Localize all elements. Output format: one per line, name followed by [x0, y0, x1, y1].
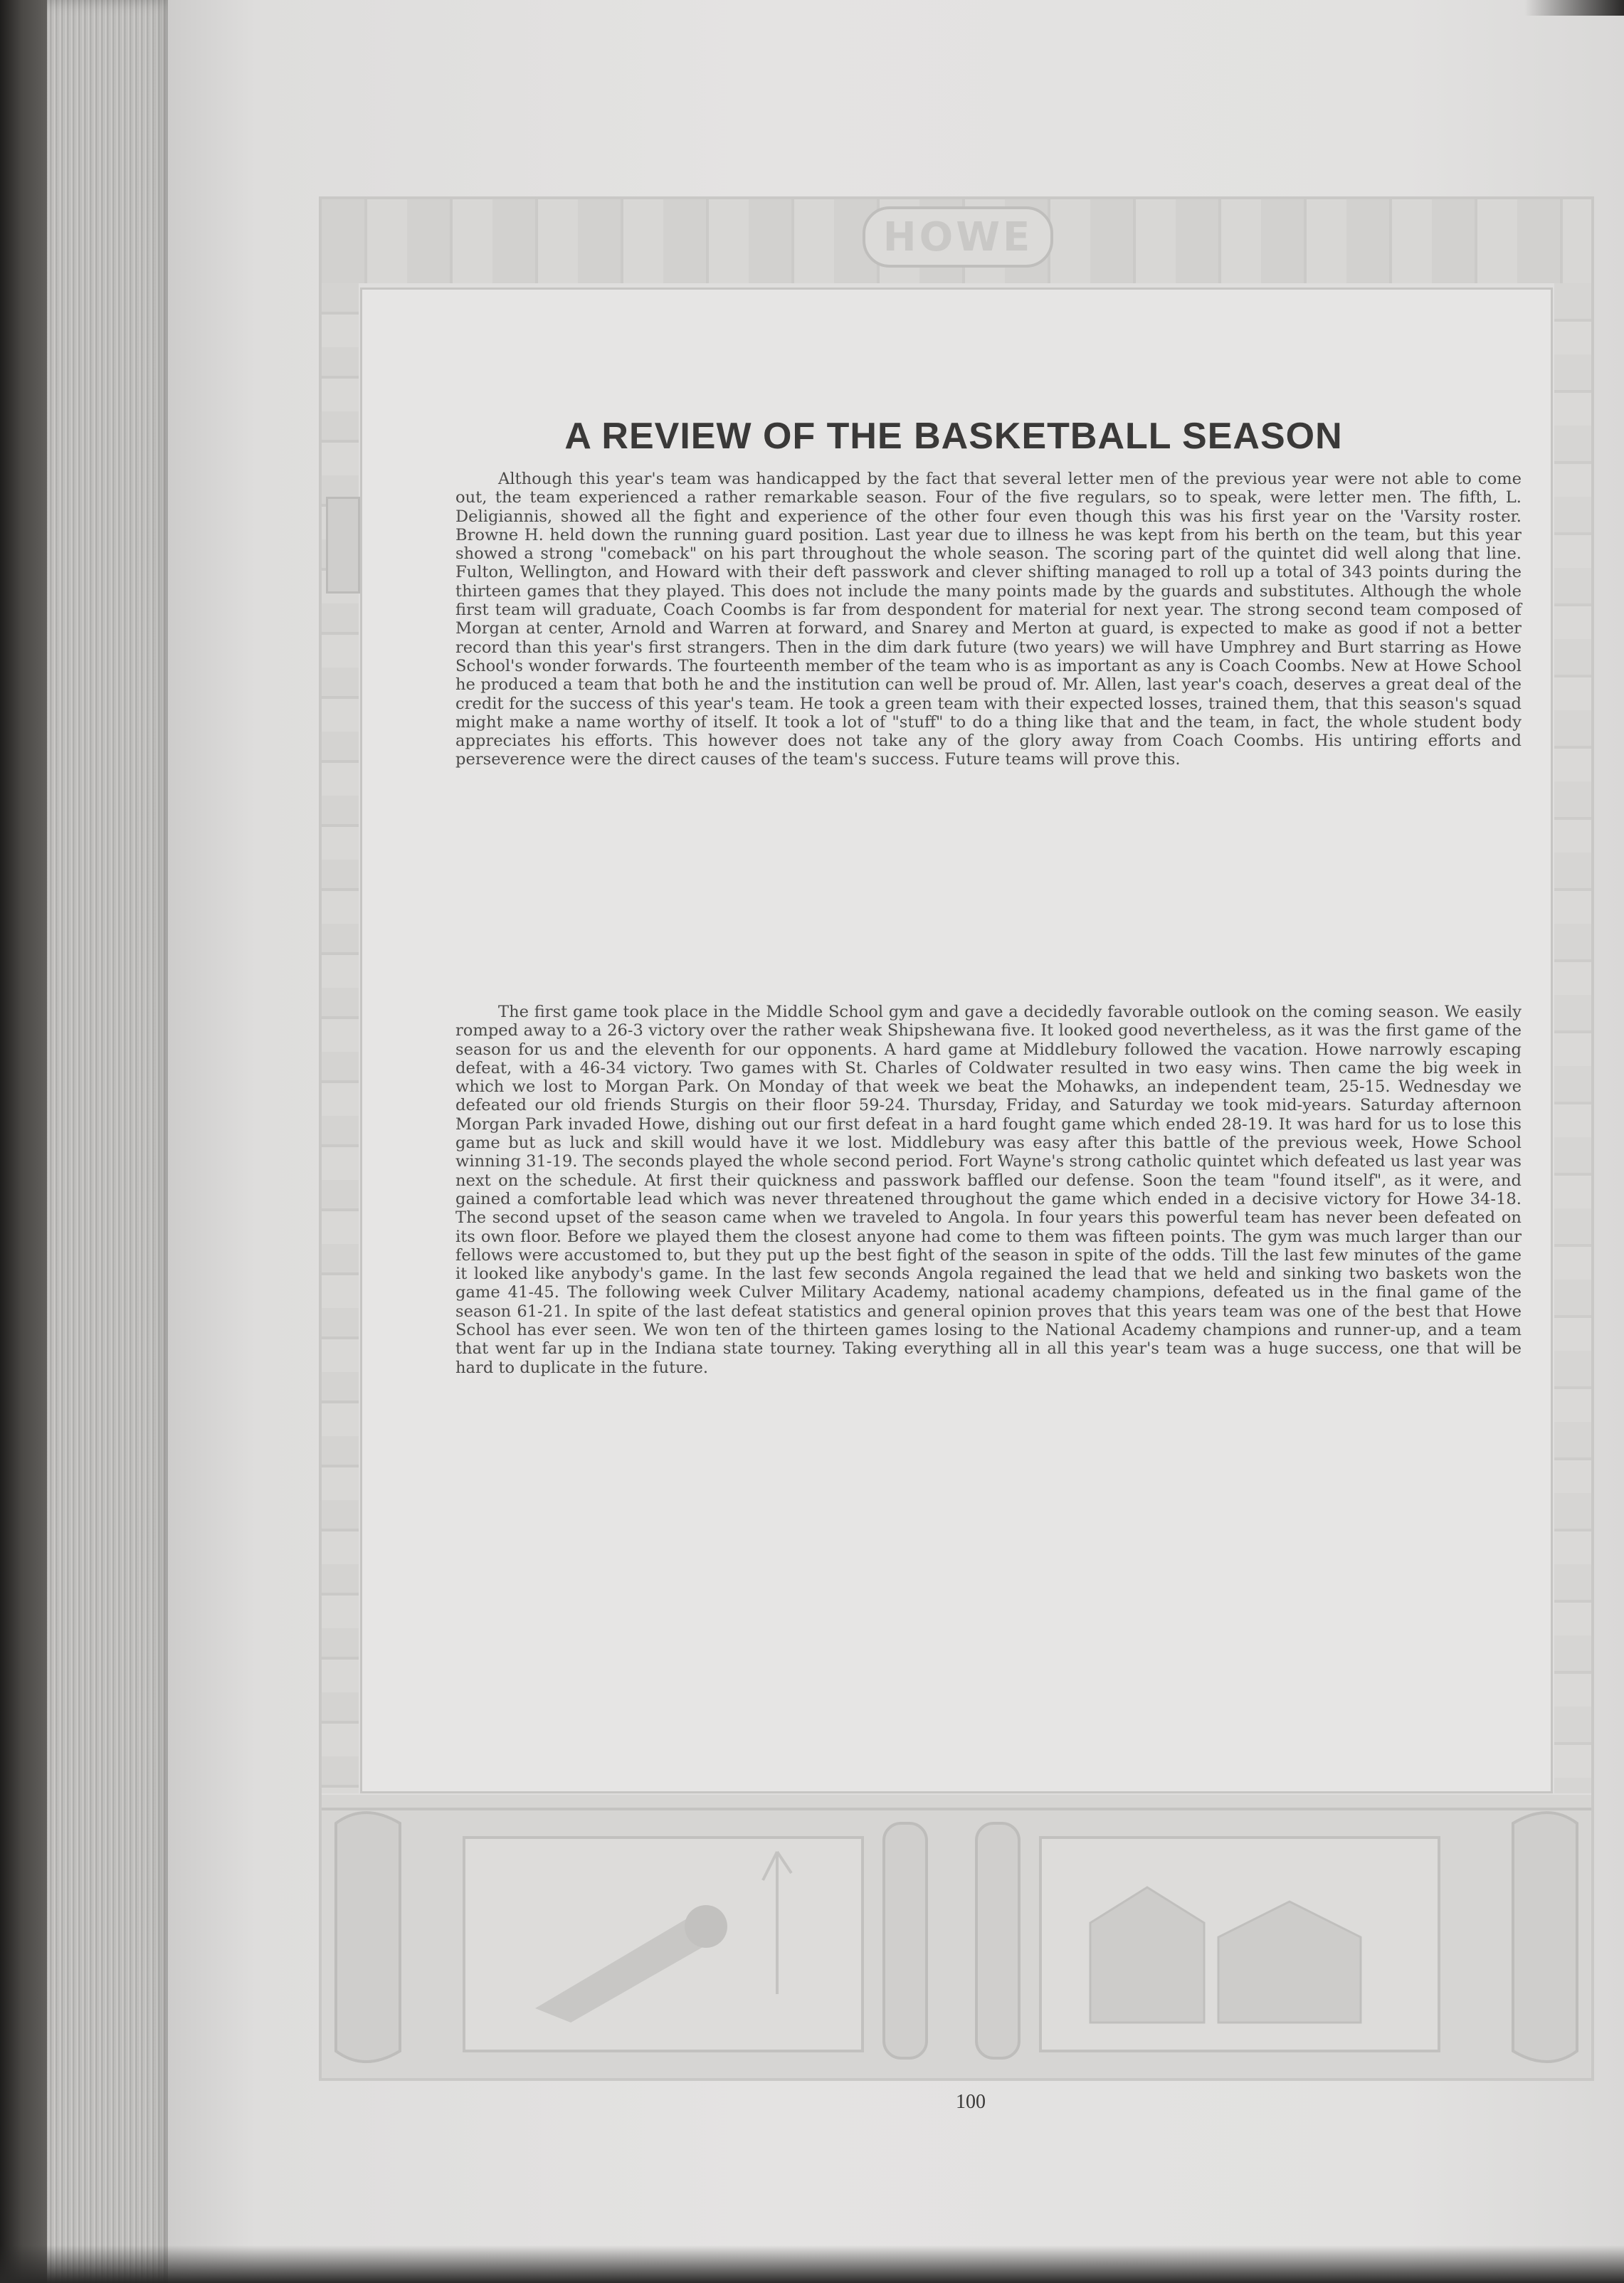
page-title: A REVIEW OF THE BASKETBALL SEASON: [564, 415, 1343, 457]
crest-shield-icon: [326, 497, 360, 594]
frame-bottom-ornament: [322, 1795, 1591, 2078]
body-paragraph-1: Although this year's team was handicapped by the fact that several letter men of the previous year were not able to come out, the team experienced a rather remarkable season. Four of the five regulars, so to speak, were letter men. The fifth, L. Deligiannis, showed all the fight and experience of the other four even though this was his first year on the 'Varsity roster. Browne H. held down the running guard position. Last year due to illness he was kept from his berth on the team, but this year showed a strong "comeback" on his part throughout the whole season. The scoring part of the quintet did well along that line. Fulton, Wellington, and Howard with their deft passwork and clever shifting managed to roll up a total of 343 points during the thirteen games that they played. This does not include the many points made by the guards and substitutes. Although the whole first team will graduate, Coach Coombs is far from despondent for material for next year. The strong second team composed of Morgan at center, Arnold and Warren at forward, and Snarey and Merton at guard, is expected to make as good if not a better record than this year's first strangers. Then in the dim dark future (two years) we will have Umphrey and Burt starring as Howe School's wonder forwards. The fourteenth member of the team who is as important as any is Coach Coombs. New at Howe School he produced a team that both he and the institution can well be proud of. Mr. Allen, last year's coach, deserves a great deal of the credit for the success of this year's team. He took a green team with their expected losses, trained them, that this season's squad might make a name worthy of itself. It took a lot of "stuff" to do a thing like that and the team, in fact, the whole student body appreciates his efforts. This however does not take any of the glory away from Coach Coombs. His untiring efforts and perseverence were the direct causes of the team's success. Future teams will prove this.: [455, 470, 1522, 769]
page-edges: [47, 0, 175, 2283]
frame-right-ornament: [1554, 283, 1591, 1793]
page-number: 100: [956, 2091, 986, 2113]
frame-left-ornament: [322, 283, 359, 1793]
bottom-shadow: [0, 2245, 1624, 2283]
body-paragraph-2: The first game took place in the Middle School gym and gave a decidedly favorable outlook on the coming season. We easily romped away to a 26-3 victory over the rather weak Shipshewana five. It looked good nevertheless, as it was the first game of the season for us and the eleventh for our opponents. A hard game at Middlebury followed the vacation. Howe narrowly escaping defeat, with a 46-34 victory. Two games with St. Charles of Coldwater resulted in two easy wins. Then came the big week in which we lost to Morgan Park. On Monday of that week we beat the Mohawks, an independent team, 25-15. Wednesday we defeated our old friends Sturgis on their floor 59-24. Thursday, Friday, and Saturday we took mid-years. Saturday afternoon Morgan Park invaded Howe, dishing out our first defeat in a hard fought game which ended 28-19. It was hard for us to lose this game but as luck and skill would have it we lost. Middlebury was easy after this battle of the previous week, Howe School winning 31-19. The seconds played the whole second period. Fort Wayne's strong catholic quintet which defeated us last year was next on the schedule. At first their quickness and passwork baffled our defense. Soon the team "found itself", as it were, and gained a comfortable lead which was never threatened throughout the game which ended in a decisive victory for Howe 34-18. The second upset of the season came when we traveled to Angola. In four years this powerful team has never been defeated on its own floor. Before we played them the closest anyone had come to them was fifteen points. The gym was much larger than our fellows were accustomed to, but they put up the best fight of the season in spite of the odds. Till the last few minutes of the game it looked like anybody's game. In the last few seconds Angola regained the lead that we held and sinking two baskets won the game 41-45. The following week Culver Military Academy, national academy champions, defeated us in the final game of the season 61-21. In spite of the last defeat statistics and general opinion proves that this years team was one of the best that Howe School has ever seen. We won ten of the thirteen games losing to the National Academy champions and runner-up, and a team that went far up in the Indiana state tourney. Taking everything all in all this year's team was a huge success, one that will be hard to duplicate in the future.: [455, 1003, 1522, 1377]
illustration-scene-icon: [322, 1795, 1591, 2078]
frame-banner: HOWE: [863, 206, 1053, 268]
page-corner-shadow: [1524, 0, 1624, 16]
